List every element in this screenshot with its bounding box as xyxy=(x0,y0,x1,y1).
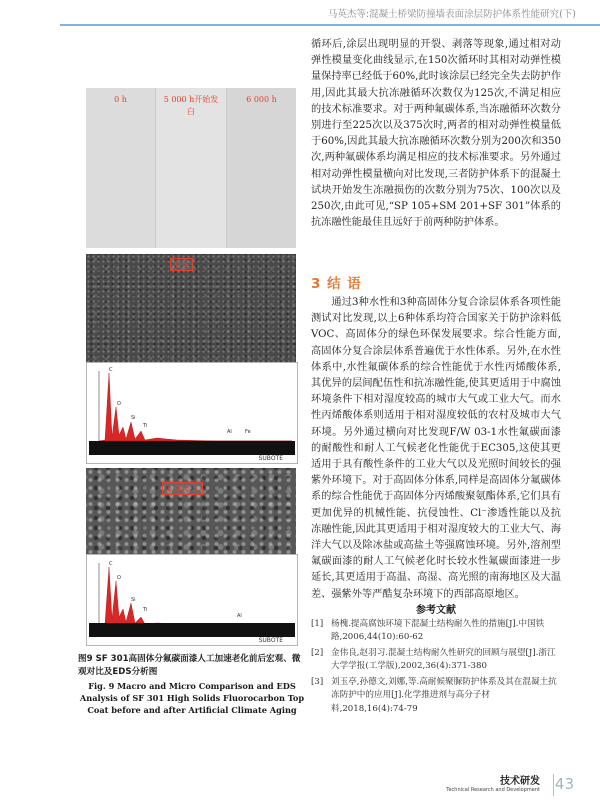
macro-comparison-photo xyxy=(86,88,296,248)
reference-text: 金伟良,赵羽习.混凝土结构耐久性研究的回顾与展望[J].浙江大学学报(工学版),2002,36(4):371-380 xyxy=(331,648,556,672)
figure-caption-en: Fig. 9 Macro and Micro Comparison and EDS Analysis of SF 301 High Solids Fluorocarbon Top Coat before and after Artificial Climate Aging xyxy=(79,681,305,715)
macro-label: 0 h xyxy=(114,95,127,104)
running-header: 马英杰等:混凝土桥梁防撞墙表面涂层防护体系性能研究(下) xyxy=(327,9,576,20)
footer-column-cn: 技术研发 xyxy=(500,776,540,787)
reference-number: [1] xyxy=(311,619,324,629)
sem-image-after xyxy=(86,468,296,554)
footer-column-tag xyxy=(446,772,540,793)
sem-tag: 0 h xyxy=(170,258,193,271)
reference-text: 杨槐.提高腐蚀环境下混凝土结构耐久性的措施[J].中国铁路,2006,44(10):60-62 xyxy=(331,619,545,643)
eds-peak-label: C xyxy=(109,561,113,567)
reference-number: [3] xyxy=(311,677,324,687)
eds-peak-label: Al xyxy=(237,613,242,619)
eds-brand: SUBOTE xyxy=(258,637,283,644)
macro-panel-5000h xyxy=(156,88,227,248)
eds-peak-label: Ti xyxy=(143,607,148,613)
eds-scale-bar xyxy=(89,623,295,637)
eds-peak-label: O xyxy=(117,401,121,407)
figure-caption-cn: 图9 SF 301高固体分氟碳面漆人工加速老化前后宏观、微观对比及EDS分析图 xyxy=(78,654,301,677)
body-paragraph-2-block xyxy=(311,295,561,603)
eds-brand: SUBOTE xyxy=(258,455,283,462)
macro-panel-6000h xyxy=(227,88,296,248)
eds-peak-label: Ti xyxy=(143,423,148,429)
reference-item xyxy=(311,647,561,674)
reference-item xyxy=(311,676,561,716)
eds-peak-label: C xyxy=(109,367,113,373)
reference-item xyxy=(311,618,561,645)
figure-caption xyxy=(78,653,306,716)
sem-tag: 6 000 h xyxy=(162,482,203,495)
body-paragraph: 通过3种水性和3种高固体分复合涂层体系各项性能测试对比发现,以上6种体系均符合国家关于防护涂料低VOC、高固体分的绿色环保发展要求。综合性能方面,高固体分复合涂层体系普遍优于水性体系。另外,在水性体系中,水性氟碳体系的综合性能优于水性丙烯酸体系,其优异的层间配伍性和抗冻融性能,使其更适用于中腐蚀环境条件下相对湿度较高的城市大气或工业大气。而水性丙烯酸体系则适用于相对湿度较低的农村及城市大气环境。另外通过横向对比发现F/W 03-1水性氟碳面漆的耐酸性和耐人工气候老化性能优于EC305,这使其更适用于具有酸性条件的工业大气以及光照时间较长的强紫外环境下。对于高固体分体系,同样是高固体分氟碳体系的综合性能优于高固体分丙烯酸聚氨酯体系,它们具有更加优异的机械性能、抗侵蚀性、Cl⁻渗透性能以及抗冻融性能,因此其更适用于相对湿度较大的工业大气、海洋大气以及除冰盐或高盐土等强腐蚀环境。另外,溶剂型氟碳面漆的耐人工气候老化时长较水性氟碳面漆进一步延长,其更适用于高温、高湿、高光照的南海地区及大温差、强紫外等严酷复杂环境下的西部高原地区。 xyxy=(311,297,561,600)
references-title: 参考文献 xyxy=(416,605,456,616)
eds-spectrum-after xyxy=(86,554,298,646)
footer-divider xyxy=(553,774,554,796)
eds-peak-label: Al xyxy=(227,429,232,435)
reference-number: [2] xyxy=(311,648,324,658)
eds-plot xyxy=(87,559,297,629)
footer-column-en: Technical Research and Development xyxy=(446,787,540,793)
eds-spectrum-before xyxy=(86,362,298,464)
header-rule xyxy=(60,24,600,26)
reference-text: 刘玉亭,孙德文,刘娜,等.高耐候聚脲防护体系及其在混凝土抗冻防护中的应用[J].化学推进剂与高分子材料,2018,16(4):74-79 xyxy=(331,677,557,714)
eds-peak-label: Si xyxy=(131,597,136,603)
body-paragraph: 循环后,涂层出现明显的开裂、剥落等现象,通过相对动弹性模量变化曲线显示,在150次循环时其相对动弹性模量保持率已经低于60%,此时该涂层已经完全失去防护作用,因此其最大抗冻融循环次数仅为125次,不满足相应的技术标准要求。对于两种氟碳体系,当冻融循环次数分别进行至225次以及375次时,两者的相对动弹性模量低于60%,因此其最大抗冻融循环次数分别为200次和350次,两种氟碳体系均满足相应的技术标准要求。另外通过相对动弹性模量横向对比发现,三者防护体系下的混凝土试块开始发生冻融损伤的次数分别为75次、100次以及250次,由此可见,“SP 105+SM 201+SF 301”体系的抗冻融性能最佳且远好于前两种防护体系。 xyxy=(311,39,562,229)
eds-scale-bar xyxy=(89,441,295,455)
macro-label: 6 000 h xyxy=(246,95,277,104)
body-paragraph-1-block xyxy=(311,37,561,231)
macro-panel-0h xyxy=(86,88,156,248)
section-title: 3 结 语 xyxy=(311,276,362,292)
eds-peak-label: Si xyxy=(131,415,136,421)
sem-image-before xyxy=(86,254,296,362)
page-number: 43 xyxy=(554,775,574,793)
eds-peak-label: O xyxy=(117,575,121,581)
eds-peak-label: Fe xyxy=(245,429,251,435)
macro-label: 5 000 h开始发白 xyxy=(163,95,219,116)
